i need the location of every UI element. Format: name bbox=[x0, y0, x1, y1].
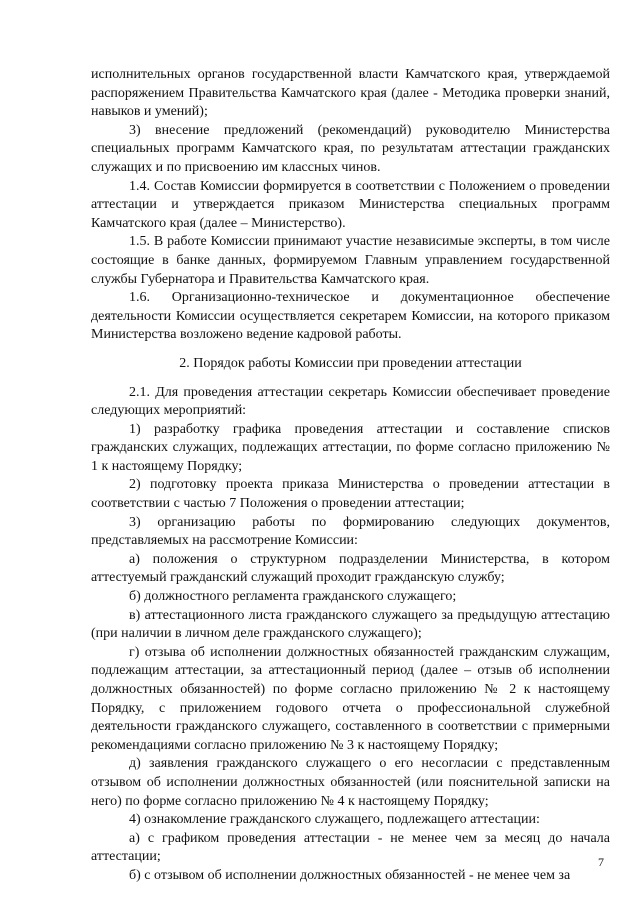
subitem-a-regulation: а) положения о структурном подразделении Министерства, в котором аттестуемый гражданский служащий проходит гражданскую службу; bbox=[91, 551, 610, 586]
paragraph-1-4: 1.4. Состав Комиссии формируется в соответствии с Положением о проведении аттестации и утверждается приказом Министерства специальных программ Камчатского края (далее – Министерство). bbox=[91, 178, 610, 231]
list-item-3-documents: 3) организацию работы по формированию следующих документов, представляемых на рассмотрение Комиссии: bbox=[91, 514, 610, 549]
list-item-2-order: 2) подготовку проекта приказа Министерства о проведении аттестации в соответствии с частью 7 Положения о проведении аттестации; bbox=[91, 477, 610, 512]
section-heading-2: 2. Порядок работы Комиссии при проведении аттестации bbox=[179, 355, 522, 371]
page-number: 7 bbox=[598, 855, 604, 869]
subitem-d-disagreement: д) заявления гражданского служащего о его несогласии с представленным отзывом об исполнении должностных обязанностей (или пояснительной записки на него) по форме согласно приложению № 4 к настоящему Порядку; bbox=[91, 756, 610, 809]
paragraph-2-1: 2.1. Для проведения аттестации секретарь Комиссии обеспечивает проведение следующих мероприятий: bbox=[91, 384, 610, 419]
paragraph-methodology: исполнительных органов государственной власти Камчатского края, утверждаемой распоряжением Правительства Камчатского края (далее - Методика проверки знаний, навыков и умений); bbox=[91, 67, 610, 120]
subitem-b-job-description: б) должностного регламента гражданского служащего; bbox=[129, 589, 457, 605]
paragraph-1-6: 1.6. Организационно-техническое и документационное обеспечение деятельности Комиссии осуществляется секретарем Комиссии, на которого приказом Министерства возложено ведение кадровой работы. bbox=[91, 290, 610, 343]
subitem-a-schedule-notice: а) с графиком проведения аттестации - не менее чем за месяц до начала аттестации; bbox=[91, 830, 610, 865]
subitem-v-attestation-sheet: в) аттестационного листа гражданского служащего за предыдущую аттестацию (при наличии в личном деле гражданского служащего); bbox=[91, 607, 610, 642]
list-item-4-familiarization: 4) ознакомление гражданского служащего, подлежащего аттестации: bbox=[129, 812, 540, 828]
list-item-1-schedule: 1) разработку графика проведения аттестации и составление списков гражданских служащих, подлежащих аттестации, по форме согласно приложению № 1 к настоящему Порядку; bbox=[91, 421, 610, 474]
subitem-b-review-notice: б) с отзывом об исполнении должностных обязанностей - не менее чем за bbox=[129, 867, 571, 883]
paragraph-item-3-proposals: 3) внесение предложений (рекомендаций) руководителю Министерства специальных программ Камчатского края, по результатам аттестации гражданских служащих и по присвоению им классных чинов. bbox=[91, 122, 610, 175]
document-body bbox=[91, 66, 610, 886]
subitem-g-review: г) отзыва об исполнении должностных обязанностей гражданским служащим, подлежащим аттестации, за аттестационный период (далее – отзыв об исполнении должностных обязанностей) по форме согласно приложению № 2 к настоящему Порядку, с приложением годового отчета о профессиональной служебной деятельности гражданского служащего, составленного в соответствии с примерными рекомендациями согласно приложению № 3 к настоящему Порядку; bbox=[91, 644, 610, 753]
paragraph-1-5: 1.5. В работе Комиссии принимают участие независимые эксперты, в том числе состоящие в банке данных, формируемом Главным управлением государственной службы Губернатора и Правительства Камчатского края. bbox=[91, 234, 610, 287]
